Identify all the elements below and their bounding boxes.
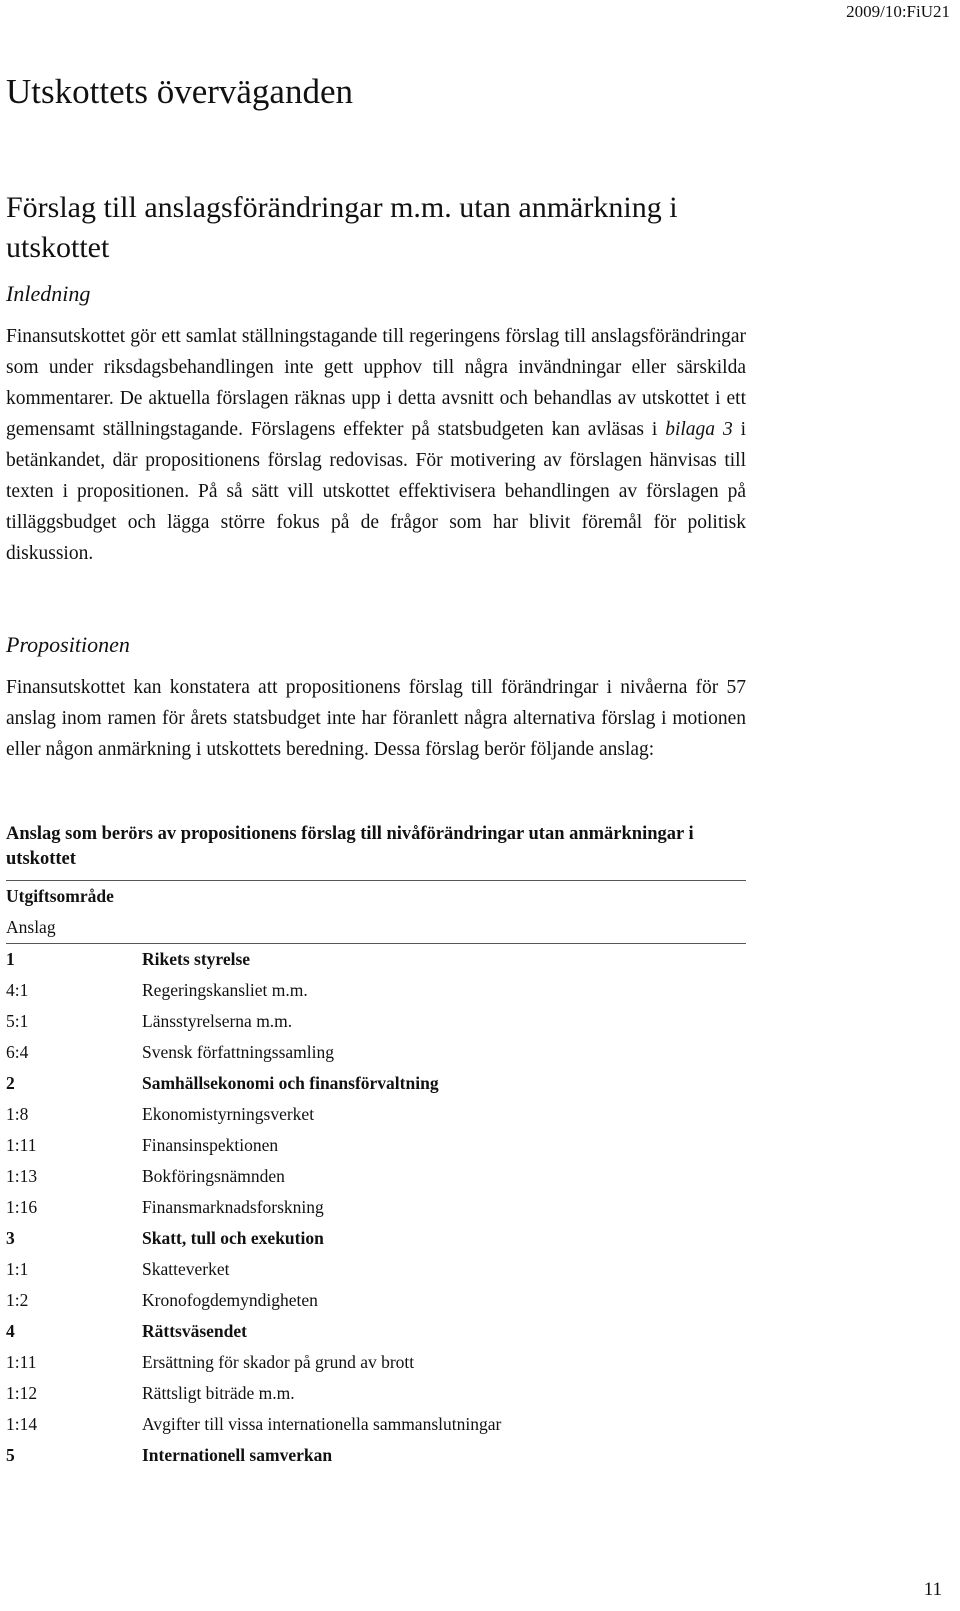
row-name: Internationell samverkan — [142, 1445, 333, 1465]
appropriations-table — [6, 880, 746, 1471]
row-number: 1:14 — [6, 1414, 38, 1434]
row-number: 1:1 — [6, 1259, 29, 1279]
column-header-appropriation: Anslag — [6, 917, 56, 937]
paragraph-text: Finansutskottet gör ett samlat ställningstagande till regeringens förslag till anslagsförändringar som under riksdagsbehandlingen inte gett upphov till några invändningar eller särskilda kommentarer. De aktuella förslagen räknas upp i detta avsnitt och behandlas av utskottet i ett gemensamt ställningstagande. Förslagens effekter på statsbudgeten kan avläsas i — [6, 326, 746, 440]
row-number: 3 — [6, 1228, 15, 1248]
document-reference: 2009/10:FiU21 — [846, 2, 950, 21]
row-name: Rättsväsendet — [142, 1321, 247, 1341]
row-number: 4 — [6, 1321, 15, 1341]
column-header-expenditure-area: Utgiftsområde — [6, 886, 114, 906]
paragraph-propositionen: Finansutskottet kan konstatera att propositionens förslag till förändringar i nivåerna för 57 anslag inom ramen för årets statsbudget inte har föranlett några alternativa förslag i motionen eller någon anmärkning i utskottets beredning. Dessa förslag berör följande anslag: — [6, 677, 746, 760]
main-heading: Utskottets överväganden — [6, 72, 353, 111]
row-name: Svensk författningssamling — [142, 1042, 334, 1062]
row-number: 1:2 — [6, 1290, 29, 1310]
row-number: 1:16 — [6, 1197, 38, 1217]
table-row-appropriation — [6, 1285, 746, 1316]
row-name: Bokföringsnämnden — [142, 1166, 285, 1186]
row-number: 2 — [6, 1073, 15, 1093]
row-name: Regeringskansliet m.m. — [142, 980, 308, 1000]
table-row-appropriation — [6, 1099, 746, 1130]
table-row-expenditure-area — [6, 944, 746, 975]
row-name: Kronofogdemyndigheten — [142, 1290, 318, 1310]
row-name: Rättsligt biträde m.m. — [142, 1383, 295, 1403]
row-name: Finansinspektionen — [142, 1135, 279, 1155]
row-name: Länsstyrelserna m.m. — [142, 1011, 293, 1031]
row-number: 1:8 — [6, 1104, 29, 1124]
table-body — [6, 944, 746, 1471]
row-number: 1:13 — [6, 1166, 38, 1186]
table-row-expenditure-area — [6, 1223, 746, 1254]
row-name: Skatt, tull och exekution — [142, 1228, 324, 1248]
row-name: Rikets styrelse — [142, 949, 251, 969]
table-row-appropriation — [6, 1409, 746, 1440]
table-row-appropriation — [6, 975, 746, 1006]
table-row-expenditure-area — [6, 1316, 746, 1347]
row-number: 4:1 — [6, 980, 29, 1000]
table-row-appropriation — [6, 1378, 746, 1409]
row-number: 5:1 — [6, 1011, 29, 1031]
table-row-expenditure-area — [6, 1440, 746, 1471]
table-row-appropriation — [6, 1192, 746, 1223]
table-row-appropriation — [6, 1254, 746, 1285]
row-name: Avgifter till vissa internationella sammanslutningar — [142, 1414, 502, 1434]
row-name: Skatteverket — [142, 1259, 230, 1279]
table-row-appropriation — [6, 1037, 746, 1068]
appendix-reference: bilaga 3 — [665, 419, 733, 440]
row-number: 5 — [6, 1445, 15, 1465]
subheading-inledning: Inledning — [6, 281, 91, 306]
paragraph-inledning — [6, 321, 746, 569]
table-row-appropriation — [6, 1161, 746, 1192]
subheading-propositionen: Propositionen — [6, 632, 130, 657]
paragraph-text: i betänkandet, där propositionens förslag redovisas. För motivering av förslagen hänvisas till texten i propositionen. På så sätt vill utskottet effektivisera behandlingen av förslagen på tilläggsbudget och lägga större fokus på de frågor som har blivit föremål för politisk diskussion. — [6, 419, 747, 564]
row-name: Ersättning för skador på grund av brott — [142, 1352, 415, 1372]
section-heading: Förslag till anslagsförändringar m.m. utan anmärkning i utskottet — [6, 191, 678, 264]
row-number: 1:12 — [6, 1383, 38, 1403]
row-number: 6:4 — [6, 1042, 29, 1062]
table-row-expenditure-area — [6, 1068, 746, 1099]
row-number: 1 — [6, 949, 15, 969]
row-number: 1:11 — [6, 1352, 37, 1372]
row-number: 1:11 — [6, 1135, 37, 1155]
row-name: Samhällsekonomi och finansförvaltning — [142, 1073, 439, 1093]
table-row-appropriation — [6, 1130, 746, 1161]
page-number: 11 — [923, 1579, 942, 1600]
table-title: Anslag som berörs av propositionens förslag till nivåförändringar utan anmärkningar i utskottet — [6, 824, 694, 869]
row-name: Finansmarknadsforskning — [142, 1197, 324, 1217]
table-row-appropriation — [6, 1006, 746, 1037]
row-name: Ekonomistyrningsverket — [142, 1104, 315, 1124]
table-row-appropriation — [6, 1347, 746, 1378]
